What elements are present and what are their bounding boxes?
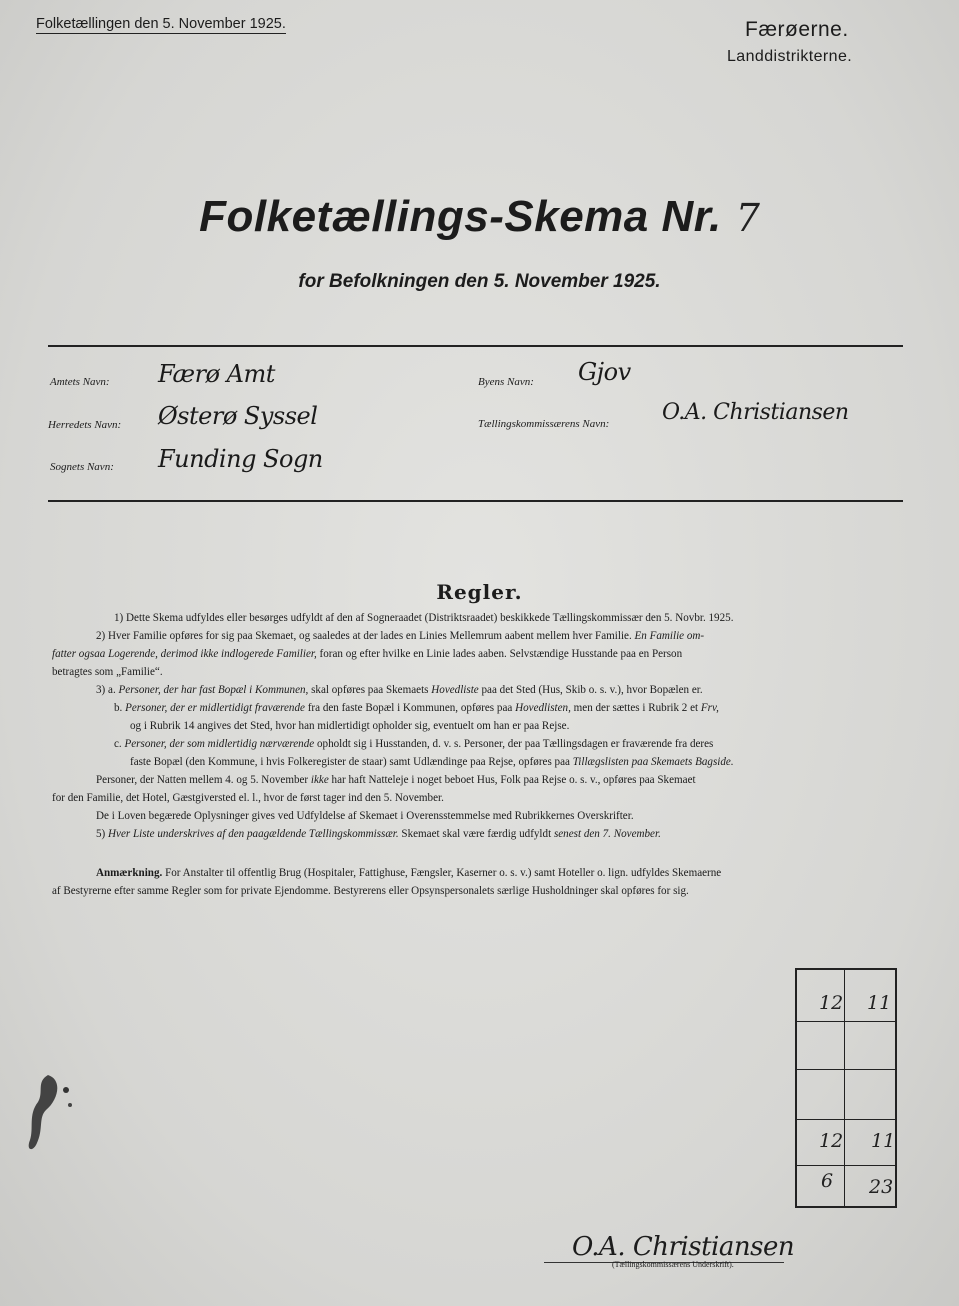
kommissaer-label: Tællingskommissærens Navn: [478,418,610,430]
form-subtitle: for Befolkningen den 5. November 1925. [298,271,661,292]
tally-value: 6 [821,1170,834,1192]
note-line: Anmærkning. For Anstalter til offentlig Brug (Hospitaler, Fattighuse, Fængsler, Kaserner o. s. v.) samt Hoteller o. lign. udfyldes Skemaerne [96,867,722,879]
rule-line: 3) a. Personer, der har fast Bopæl i Kommunen, skal opføres paa Skemaets Hovedliste paa det Sted (Hus, Skib o. s. v.), hvor Bopælen er. [96,684,703,696]
tally-box [795,968,897,1208]
rules-heading: Regler. [436,580,523,604]
region-name: Færøerne. [745,18,849,41]
rule-line: betragtes som „Familie“. [52,666,163,678]
tally-value: 11 [867,992,892,1014]
tally-cell [797,1022,845,1070]
herred-label: Herredets Navn: [48,419,122,431]
rule-line: 5) Hver Liste underskrives af den paagældende Tællingskommissær. Skemaet skal være færdig udfyldt senest den 7. November. [96,828,661,840]
divider-top [48,345,903,347]
commissioner-signature: O.A. Christiansen [572,1232,795,1262]
rule-line: for den Familie, det Hotel, Gæstgiversted el. l., hvor de først tager ind den 5. November. [52,792,444,804]
rule-line: b. Personer, der er midlertidigt fraværende fra den faste Bopæl i Kommunen, opføres paa Hovedlisten, men der sættes i Rubrik 2 et Frv, [114,702,719,714]
tally-cell [845,1070,895,1120]
rule-line: Personer, der Natten mellem 4. og 5. November ikke har haft Natteleje i noget beboet Hus, Folk paa Rejse o. s. v., opføres paa Skemaet [96,774,696,786]
tally-value: 12 [819,992,844,1014]
kommissaer-value: O.A. Christiansen [662,400,849,425]
note-line: af Bestyrerne efter samme Regler som for private Ejendomme. Bestyrerens eller Opsynspersonalets særlige Husholdninger skal opføres for sig. [52,885,689,897]
by-value: Gjov [578,358,631,386]
herred-value: Østerø Syssel [158,402,318,430]
form-title-text: Folketællings-Skema Nr. [199,192,722,241]
tally-cell [845,1022,895,1070]
divider-bottom [48,500,903,502]
sogn-label: Sognets Navn: [50,461,114,473]
tally-value: 12 [819,1130,844,1152]
ink-smudge [18,1070,78,1160]
rule-line: De i Loven begærede Oplysninger gives ved Udfyldelse af Skemaet i Overensstemmelse med Rubrikkernes Overskrifter. [96,810,634,822]
census-date-header: Folketællingen den 5. November 1925. [36,16,286,32]
rule-line: c. Personer, der som midlertidig nærværende opholdt sig i Husstanden, d. v. s. Personer, der paa Tællingsdagen er fraværende fra deres [114,738,714,750]
by-label: Byens Navn: [478,376,534,388]
sogn-value: Funding Sogn [158,445,323,473]
tally-value: 11 [871,1130,896,1152]
tally-cell [797,1070,845,1120]
form-number-handwritten: 7 [735,196,760,240]
rule-line: faste Bopæl (den Kommune, i hvis Folkeregister de staar) samt Udlændinge paa Rejse, opføres paa Tillægslisten paa Skemaets Bagside. [130,756,734,768]
tally-value: 23 [869,1176,894,1198]
signature-caption: (Tællingskommissærens Underskrift). [612,1260,734,1269]
rule-line: 2) Hver Familie opføres for sig paa Skemaet, og saaledes at der lades en Linies Mellemrum aabent mellem hver Familie. En Familie om- [96,630,705,642]
rule-line: og i Rubrik 14 angives det Sted, hvor han midlertidigt opholder sig, eventuelt om han er paa Rejse. [130,720,570,732]
amt-label: Amtets Navn: [50,376,110,388]
subregion-name: Landdistrikterne. [727,48,853,65]
form-title [0,192,959,242]
rule-line: 1) Dette Skema udfyldes eller besørges udfyldt af den af Sogneraadet (Distriktsraadet) beskikkede Tællingskommissær den 5. Novbr. 1925. [114,612,734,624]
rule-line: fatter ogsaa Logerende, derimod ikke indlogerede Familier, foran og efter hvilke en Linie lades aaben. Selvstændige Husstande paa en Person [52,648,683,660]
amt-value: Færø Amt [158,360,275,388]
